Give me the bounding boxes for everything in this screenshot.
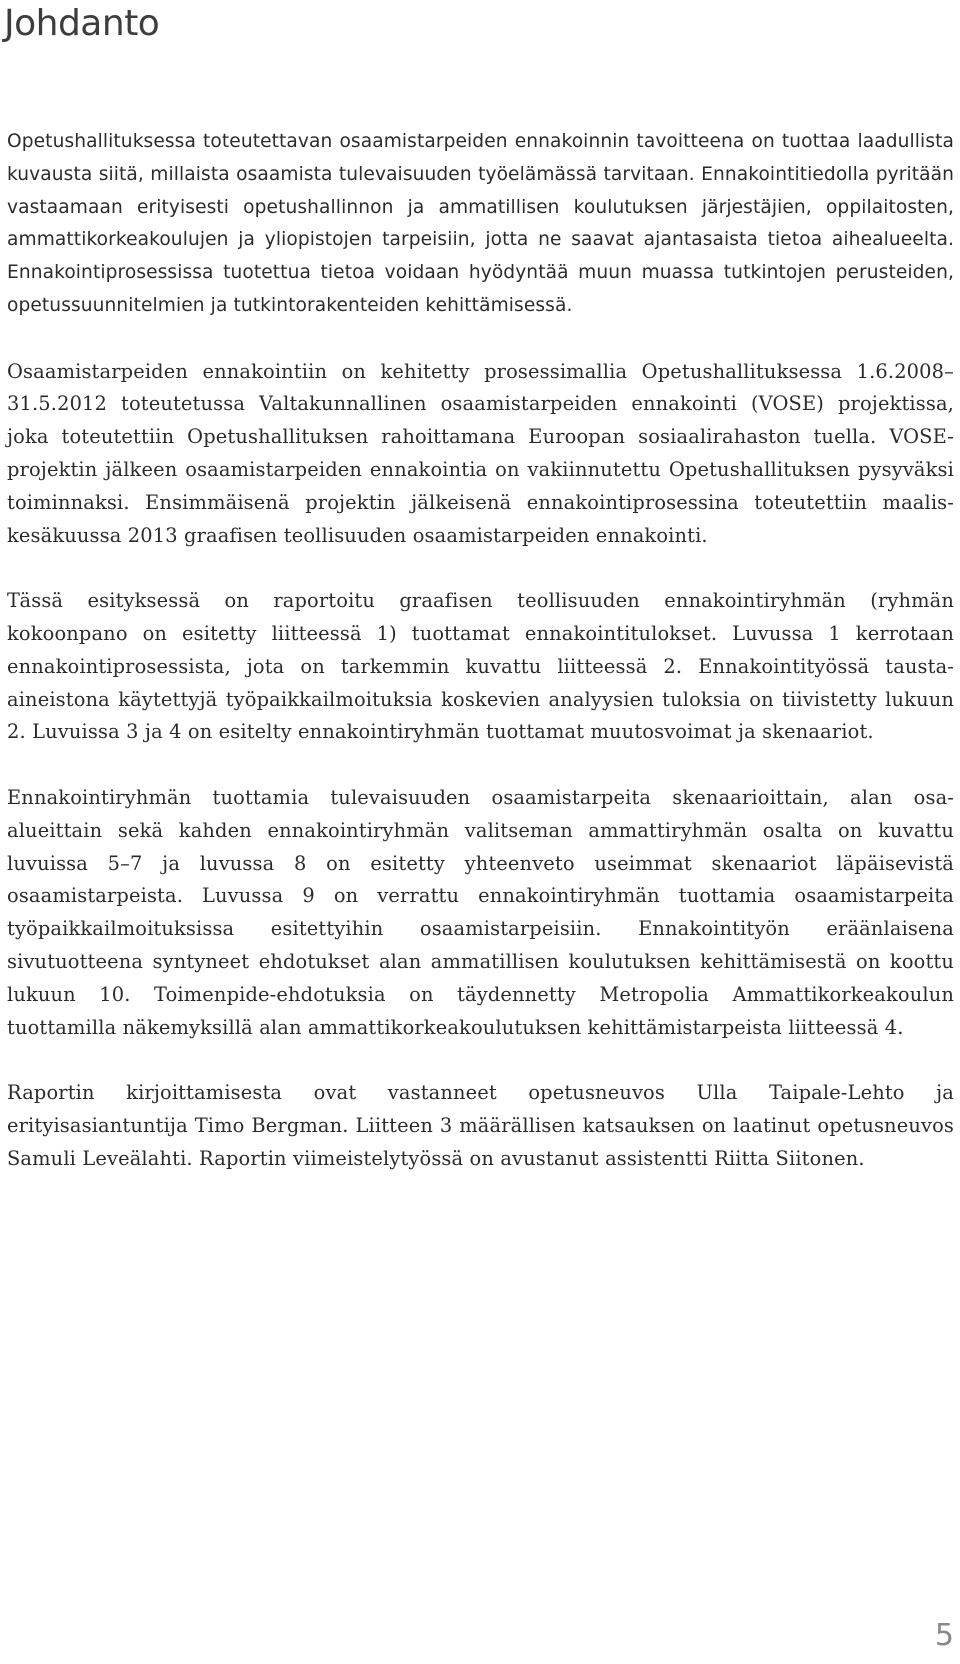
paragraph-introduction: Opetushallituksessa toteutettavan osaamistarpeiden ennakoinnin tavoitteena on tuottaa laadullista kuvausta siitä, millaista osaamista tulevaisuuden työelämässä tarvitaan. Ennakointitiedolla pyritään vastaamaan erityisesti opetushallinnon ja ammatillisen koulutuksen järjestäjien, oppilaitosten, ammattikorkeakoulujen ja yliopistojen tarpeisiin, jotta ne saavat ajantasaista tietoa aihealueelta. Ennakointiprosessissa tuotettua tietoa voidaan hyödyntää muun muassa tutkintojen perusteiden, opetussuunnitelmien ja tutkintorakenteiden kehittämisessä. [7, 131, 954, 316]
paragraph-chapter-overview: Ennakointiryhmän tuottamia tulevaisuuden osaamistarpeita skenaarioittain, alan osa-alueittain sekä kahden ennakointiryhmän valitseman ammattiryhmän osalta on kuvattu luvuissa 5–7 ja luvussa 8 on esitetty yhteenveto useimmat skenaariot läpäisevistä osaamistarpeista. Luvussa 9 on verrattu ennakointiryhmän tuottamia osaamistarpeita työpaikkailmoituksissa esitettyihin osaamistarpeisiin. Ennakointityön eräänlaisena sivutuotteena syntyneet ehdotukset alan ammatillisen koulutuksen kehittämisestä on koottu lukuun 10. Toimenpide-ehdotuksia on täydennetty Metropolia Ammattikorkeakoulun tuottamilla näkemyksillä alan ammattikorkeakoulutuksen kehittämistarpeista liitteessä 4. [7, 785, 954, 1039]
page-title: Johdanto [4, 3, 160, 44]
page-number: 5 [934, 1618, 954, 1653]
paragraph-authors: Raportin kirjoittamisesta ovat vastanneet opetusneuvos Ulla Taipale-Lehto ja erityisasiantuntija Timo Bergman. Liitteen 3 määrällisen katsauksen on laatinut opetusneuvos Samuli Leveälahti. Raportin viimeistelytyössä on avustanut assistentti Riitta Siitonen. [7, 1081, 954, 1170]
paragraph-report-contents: Tässä esityksessä on raportoitu graafisen teollisuuden ennakointiryhmän (ryhmän kokoonpano on esitetty liitteessä 1) tuottamat ennakointitulokset. Luvussa 1 kerrotaan ennakointiprosessista, jota on tarkemmin kuvattu liitteessä 2. Ennakointityössä tausta-aineistona käytettyjä työpaikkailmoituksia koskevien analyysien tuloksia on tiivistetty lukuun 2. Luvuissa 3 ja 4 on esitelty ennakointiryhmän tuottamat muutosvoimat ja skenaariot. [7, 589, 954, 744]
paragraph-process-model: Osaamistarpeiden ennakointiin on kehitetty prosessimallia Opetushallituksessa 1.6.2008–31.5.2012 toteutetussa Valtakunnallinen osaamistarpeiden ennakointi (VOSE) projektissa, joka toteutettiin Opetushallituksen rahoittamana Euroopan sosiaalirahaston tuella. VOSE-projektin jälkeen osaamistarpeiden ennakointia on vakiinnutettu Opetushallituksen pysyväksi toiminnaksi. Ensimmäisenä projektin jälkeisenä ennakointiprosessina toteutettiin maalis-kesäkuussa 2013 graafisen teollisuuden osaamistarpeiden ennakointi. [7, 359, 954, 547]
body-text [7, 126, 954, 1176]
